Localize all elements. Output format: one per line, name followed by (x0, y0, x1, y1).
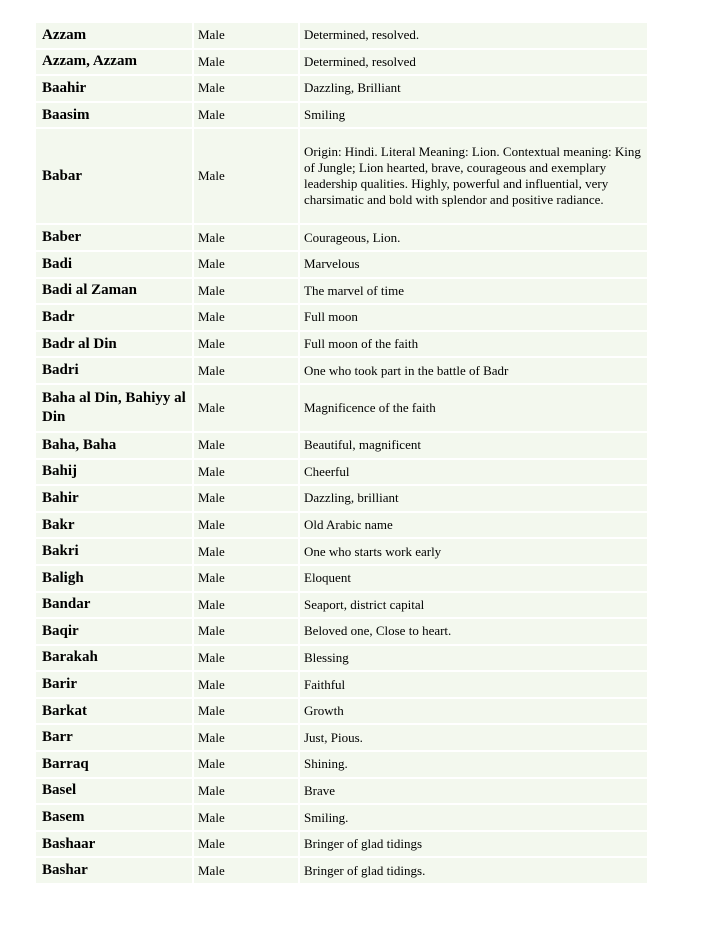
name-cell: Barir (36, 672, 192, 697)
name-cell: Baha, Baha (36, 433, 192, 458)
meaning-cell: Smiling. (298, 805, 647, 830)
name-cell: Bakri (36, 539, 192, 564)
meaning-cell: Faithful (298, 672, 647, 697)
name-cell: Bandar (36, 593, 192, 618)
table-row (36, 460, 647, 485)
meaning-cell: Full moon (298, 305, 647, 330)
table-row (36, 225, 647, 250)
name-cell: Bakr (36, 513, 192, 538)
gender-cell: Male (192, 252, 298, 277)
meaning-cell: Magnificence of the faith (298, 385, 647, 431)
meaning-cell: Brave (298, 779, 647, 804)
names-table (36, 21, 647, 885)
table-row (36, 672, 647, 697)
gender-cell: Male (192, 385, 298, 431)
name-cell: Basel (36, 779, 192, 804)
name-cell: Baligh (36, 566, 192, 591)
meaning-cell: Full moon of the faith (298, 332, 647, 357)
name-cell: Baber (36, 225, 192, 250)
gender-cell: Male (192, 832, 298, 857)
meaning-cell: The marvel of time (298, 279, 647, 304)
meaning-cell: Eloquent (298, 566, 647, 591)
table-row (36, 779, 647, 804)
table-row (36, 513, 647, 538)
meaning-cell: Dazzling, Brilliant (298, 76, 647, 101)
table-row (36, 385, 647, 431)
name-cell: Badi al Zaman (36, 279, 192, 304)
name-cell: Baahir (36, 76, 192, 101)
table-row (36, 305, 647, 330)
name-cell: Basem (36, 805, 192, 830)
table-row (36, 858, 647, 883)
gender-cell: Male (192, 699, 298, 724)
table-row (36, 752, 647, 777)
table-row (36, 619, 647, 644)
document-page (36, 21, 647, 885)
table-row (36, 486, 647, 511)
meaning-cell: Determined, resolved. (298, 23, 647, 48)
gender-cell: Male (192, 129, 298, 223)
gender-cell: Male (192, 539, 298, 564)
name-cell: Azzam (36, 23, 192, 48)
table-row (36, 593, 647, 618)
meaning-cell: Seaport, district capital (298, 593, 647, 618)
name-cell: Bahij (36, 460, 192, 485)
gender-cell: Male (192, 23, 298, 48)
table-row (36, 805, 647, 830)
table-row (36, 725, 647, 750)
table-row (36, 646, 647, 671)
meaning-cell: Marvelous (298, 252, 647, 277)
meaning-cell: Bringer of glad tidings. (298, 858, 647, 883)
table-row (36, 23, 647, 48)
meaning-cell: Shining. (298, 752, 647, 777)
name-cell: Babar (36, 129, 192, 223)
name-cell: Bashar (36, 858, 192, 883)
gender-cell: Male (192, 279, 298, 304)
gender-cell: Male (192, 103, 298, 128)
name-cell: Badi (36, 252, 192, 277)
meaning-cell: Beloved one, Close to heart. (298, 619, 647, 644)
meaning-cell: Blessing (298, 646, 647, 671)
meaning-cell: Courageous, Lion. (298, 225, 647, 250)
table-row (36, 279, 647, 304)
meaning-cell: Origin: Hindi. Literal Meaning: Lion. Contextual meaning: King of Jungle; Lion hearted, brave, courageous and exemplary leadership qualities. Highly, powerful and influential, very charsimatic and bold with splendor and positive radiance. (298, 129, 647, 223)
gender-cell: Male (192, 486, 298, 511)
name-cell: Baqir (36, 619, 192, 644)
gender-cell: Male (192, 752, 298, 777)
table-row (36, 50, 647, 75)
gender-cell: Male (192, 332, 298, 357)
meaning-cell: Determined, resolved (298, 50, 647, 75)
gender-cell: Male (192, 460, 298, 485)
table-row (36, 358, 647, 383)
meaning-cell: Cheerful (298, 460, 647, 485)
meaning-cell: Just, Pious. (298, 725, 647, 750)
table-row (36, 76, 647, 101)
table-row (36, 433, 647, 458)
gender-cell: Male (192, 305, 298, 330)
table-row (36, 129, 647, 223)
meaning-cell: Beautiful, magnificent (298, 433, 647, 458)
name-cell: Barakah (36, 646, 192, 671)
table-row (36, 103, 647, 128)
gender-cell: Male (192, 50, 298, 75)
meaning-cell: One who took part in the battle of Badr (298, 358, 647, 383)
name-cell: Azzam, Azzam (36, 50, 192, 75)
gender-cell: Male (192, 566, 298, 591)
table-row (36, 539, 647, 564)
gender-cell: Male (192, 672, 298, 697)
table-row (36, 699, 647, 724)
gender-cell: Male (192, 619, 298, 644)
meaning-cell: Old Arabic name (298, 513, 647, 538)
table-row (36, 566, 647, 591)
meaning-cell: Growth (298, 699, 647, 724)
table-row (36, 252, 647, 277)
name-cell: Bahir (36, 486, 192, 511)
meaning-cell: Bringer of glad tidings (298, 832, 647, 857)
gender-cell: Male (192, 513, 298, 538)
name-cell: Barraq (36, 752, 192, 777)
table-row (36, 332, 647, 357)
name-cell: Badr al Din (36, 332, 192, 357)
gender-cell: Male (192, 76, 298, 101)
name-cell: Baha al Din, Bahiyy al Din (36, 385, 192, 431)
name-cell: Bashaar (36, 832, 192, 857)
name-cell: Badri (36, 358, 192, 383)
name-cell: Badr (36, 305, 192, 330)
gender-cell: Male (192, 805, 298, 830)
gender-cell: Male (192, 433, 298, 458)
name-cell: Barr (36, 725, 192, 750)
gender-cell: Male (192, 725, 298, 750)
gender-cell: Male (192, 858, 298, 883)
table-row (36, 832, 647, 857)
meaning-cell: One who starts work early (298, 539, 647, 564)
gender-cell: Male (192, 225, 298, 250)
gender-cell: Male (192, 593, 298, 618)
gender-cell: Male (192, 358, 298, 383)
name-cell: Barkat (36, 699, 192, 724)
meaning-cell: Smiling (298, 103, 647, 128)
names-table-body (36, 23, 647, 883)
gender-cell: Male (192, 779, 298, 804)
name-cell: Baasim (36, 103, 192, 128)
meaning-cell: Dazzling, brilliant (298, 486, 647, 511)
gender-cell: Male (192, 646, 298, 671)
